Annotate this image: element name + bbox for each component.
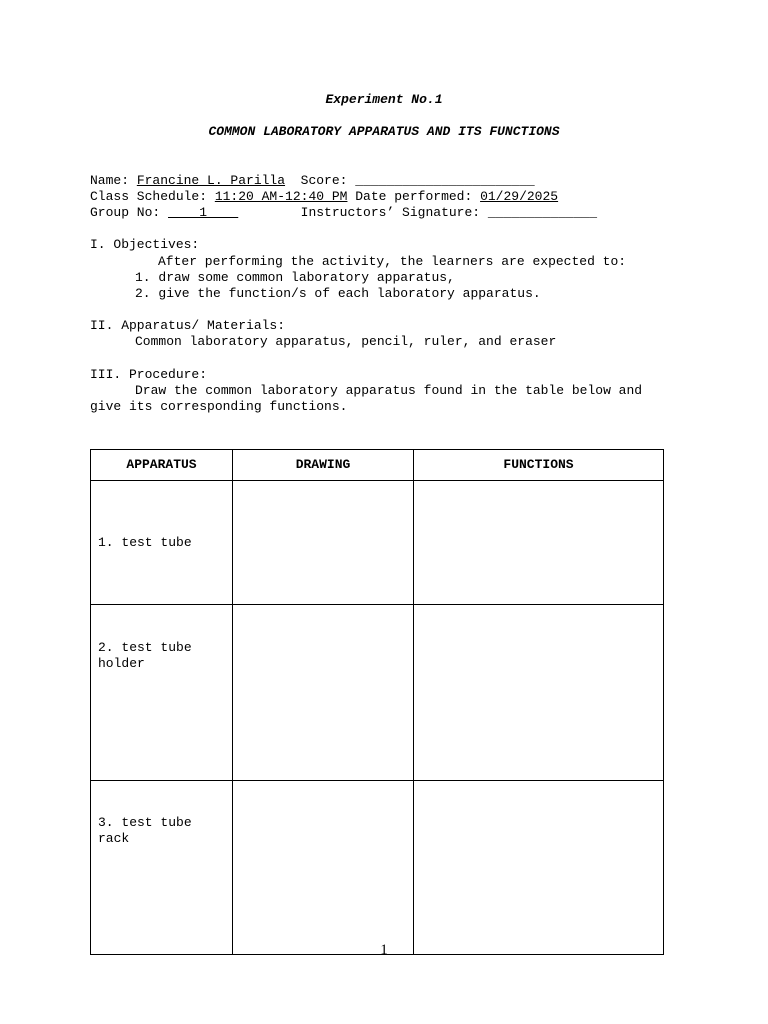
apparatus-cell: 1. test tube <box>91 481 233 605</box>
signature-label: Instructors’ Signature: <box>238 205 488 220</box>
drawing-cell[interactable] <box>233 781 414 955</box>
experiment-number: Experiment No.1 <box>325 92 443 107</box>
functions-cell[interactable] <box>414 781 664 955</box>
apparatus-cell: 2. test tube holder <box>91 605 233 781</box>
date-label: Date performed: <box>347 189 481 204</box>
materials-heading: II. Apparatus/ Materials: <box>90 318 286 333</box>
document-title: COMMON LABORATORY APPARATUS AND ITS FUNCTIONS <box>208 124 560 139</box>
functions-cell[interactable] <box>414 481 664 605</box>
table-row <box>91 781 664 955</box>
apparatus-table <box>90 449 664 955</box>
schedule-value: 11:20 AM-12:40 PM <box>214 189 348 204</box>
name-line <box>90 173 535 189</box>
table-header-row <box>91 450 664 481</box>
header-apparatus: APPARATUS <box>91 450 233 481</box>
score-label: Score: <box>285 173 356 188</box>
date-value: 01/29/2025 <box>480 189 559 204</box>
schedule-label: Class Schedule: <box>90 189 215 204</box>
table-row <box>91 481 664 605</box>
functions-cell[interactable] <box>414 605 664 781</box>
header-drawing: DRAWING <box>233 450 414 481</box>
page-number: 1 <box>380 942 388 958</box>
objectives-intro: After performing the activity, the learners are expected to: <box>158 254 627 269</box>
drawing-cell[interactable] <box>233 481 414 605</box>
objective-item-2: 2. give the function/s of each laboratory apparatus. <box>135 286 541 301</box>
schedule-line <box>90 189 558 205</box>
group-label: Group No: <box>90 205 169 220</box>
apparatus-cell: 3. test tube rack <box>91 781 233 955</box>
procedure-line-1: Draw the common laboratory apparatus found in the table below and <box>135 383 643 398</box>
name-value: Francine L. Parilla <box>136 173 286 188</box>
group-line <box>90 205 597 221</box>
group-value: 1 <box>168 205 239 220</box>
drawing-cell[interactable] <box>233 605 414 781</box>
objectives-heading: I. Objectives: <box>90 237 200 252</box>
table-row <box>91 605 664 781</box>
name-label: Name: <box>90 173 137 188</box>
procedure-heading: III. Procedure: <box>90 367 208 382</box>
score-blank: _______________________ <box>355 173 535 188</box>
objective-item-1: 1. draw some common laboratory apparatus, <box>135 270 455 285</box>
procedure-line-2: give its corresponding functions. <box>90 399 348 414</box>
materials-text: Common laboratory apparatus, pencil, ruler, and eraser <box>135 334 557 349</box>
signature-blank: ______________ <box>487 205 598 220</box>
header-functions: FUNCTIONS <box>414 450 664 481</box>
